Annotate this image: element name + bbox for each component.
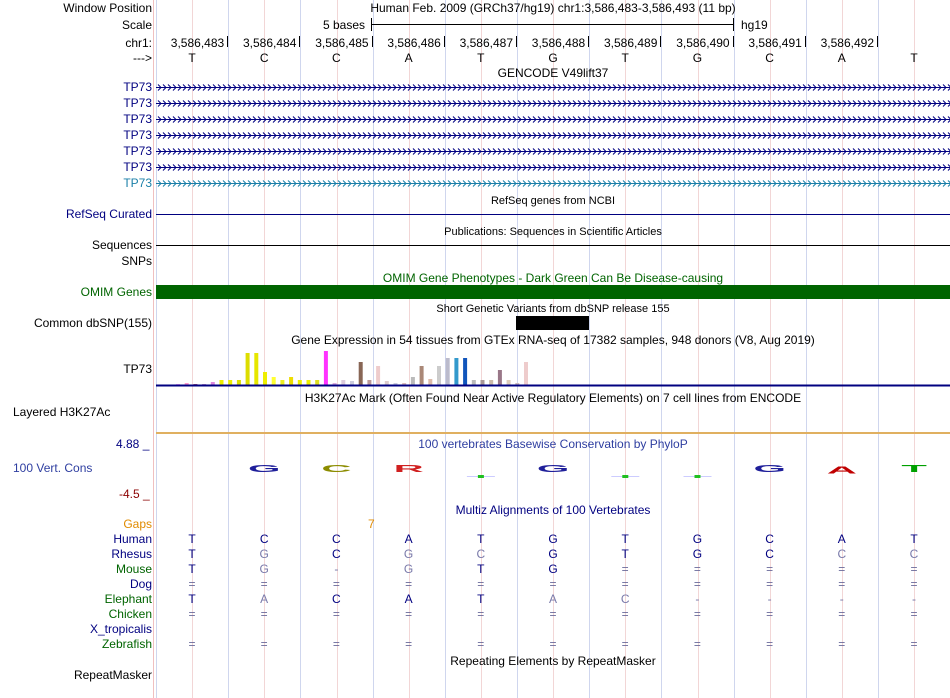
gtex-tissue-bar [385,381,389,385]
gencode-transcript-label[interactable]: TP73 [123,80,152,94]
ruler-position-label: 3,586,483 [170,36,225,50]
multiz-base: - [695,592,700,606]
gencode-transcript-label[interactable]: TP73 [123,176,152,190]
omim-track-label[interactable]: OMIM Genes [80,285,152,299]
gtex-tissue-bar [489,380,493,385]
multiz-base: T [188,532,196,546]
gencode-transcript-svg [156,161,950,173]
multiz-species-label[interactable]: Chicken [108,607,152,621]
multiz-base: = [260,607,268,621]
cons-logo-mark [478,475,484,478]
multiz-base: C [332,592,341,606]
ruler-tick [444,36,445,47]
multiz-base: = [621,637,629,651]
gencode-transcript-svg [156,145,950,157]
ruler-position-label: 3,586,486 [387,36,441,50]
multiz-base: = [332,607,340,621]
multiz-base: C [765,547,774,561]
gtex-tissue-bar [228,380,232,385]
multiz-base: = [693,607,701,621]
multiz-base: - [912,592,916,606]
multiz-base: C [620,592,630,606]
multiz-base: A [404,532,413,546]
multiz-base: = [549,607,557,621]
ruler-position-label: 3,586,491 [748,36,802,50]
h3k27ac-signal-line[interactable] [156,432,950,434]
gencode-transcript-line[interactable] [156,145,950,157]
multiz-base: = [693,577,701,591]
multiz-base: T [188,547,196,561]
multiz-base: G [548,547,558,561]
gencode-transcript-svg [156,97,950,109]
gtex-tissue-bar [446,358,450,385]
gencode-track-title: GENCODE V49lift37 [497,66,609,80]
ruler-position-label: 3,586,488 [531,36,586,50]
multiz-base: = [621,607,629,621]
cons-logo-letter: R [393,463,424,475]
gencode-transcript-line[interactable] [156,97,950,109]
cons-logo-mark [695,475,701,478]
multiz-base: = [910,562,918,576]
cons-logo-mark [622,475,628,478]
multiz-base: A [260,592,269,606]
ruler-tick [227,36,228,47]
multiz-base: = [549,577,557,591]
snps-track-label[interactable]: SNPs [121,254,152,268]
multiz-base: = [332,577,340,591]
cons-logo-letter: C [321,463,352,475]
repeatmasker-track-label[interactable]: RepeatMasker [73,668,152,682]
ruler-tick [372,36,373,47]
dbsnp-track-label[interactable]: Common dbSNP(155) [33,316,152,330]
multiz-base: G [692,532,703,546]
scale-db-text: hg19 [741,18,768,32]
gtex-tissue-bar [437,366,441,385]
gtex-tissue-bar [298,380,302,385]
publications-track-title: Publications: Sequences in Scientific Articles [444,226,662,238]
refseq-track-title: RefSeq genes from NCBI [490,195,616,207]
dbsnp-track-title: Short Genetic Variants from dbSNP release 155 [436,303,670,315]
publications-track-label[interactable]: Sequences [91,238,152,252]
gaps-value: 7 [368,517,375,531]
multiz-base: = [910,637,918,651]
gencode-transcript-label[interactable]: TP73 [123,112,152,126]
ruler-tick [805,36,806,47]
gtex-tissue-bar [341,380,345,385]
gtex-tissue-bar [254,353,258,385]
multiz-base: = [766,637,774,651]
multiz-track-title: Multiz Alignments of 100 Vertebrates [455,503,651,517]
multiz-base: = [766,607,774,621]
scale-bar-right-tick [733,18,734,31]
multiz-base: = [405,577,413,591]
ruler-tick [516,36,517,47]
assembly-position-text: Human Feb. 2009 (GRCh37/hg19) chr1:3,586,483-3,586,493 (11 bp) [370,1,736,15]
gtex-tissue-bar [359,362,363,385]
scale-bar [371,24,733,25]
omim-track-title: OMIM Gene Phenotypes - Dark Green Can Be Disease-causing [382,271,724,285]
multiz-base: A [404,592,413,606]
multiz-base: G [259,562,269,576]
multiz-base: = [910,607,918,621]
gtex-tissue-bar [463,358,467,385]
multiz-base: = [693,562,701,576]
multiz-base: G [548,532,558,546]
cons-track-label[interactable]: 100 Vert. Cons [13,461,93,475]
multiz-base: T [477,562,485,576]
gtex-tissue-bar [246,353,250,385]
multiz-base: T [621,532,629,546]
multiz-species-label[interactable]: Mouse [115,562,152,576]
multiz-base: C [332,547,341,561]
multiz-base: = [621,562,629,576]
gtex-tissue-bar [237,380,241,385]
base-letter: C [332,51,341,65]
gtex-tissue-bar [454,358,458,385]
base-letter: T [477,51,485,65]
strand-label: ---> [133,51,152,65]
multiz-base: - [839,592,844,606]
ruler-position-label: 3,586,490 [676,36,730,50]
gtex-tissue-bar [324,351,328,385]
multiz-base: A [837,532,846,546]
multiz-base: = [766,577,774,591]
cons-track-title: 100 vertebrates Basewise Conservation by PhyloP [418,437,688,451]
multiz-species-label[interactable]: Zebrafish [101,637,152,651]
multiz-base: T [477,592,485,606]
cons-y-min: -4.5 _ [119,487,150,501]
ruler-position-label: 3,586,485 [315,36,369,50]
multiz-base: G [692,547,703,561]
multiz-base: T [188,562,196,576]
cons-logo-letter: G [753,463,786,475]
ruler-position-label: 3,586,487 [459,36,513,50]
gtex-tissue-bar [420,366,424,385]
multiz-base: = [838,607,846,621]
refseq-track-label[interactable]: RefSeq Curated [65,207,152,221]
multiz-base: = [621,577,629,591]
multiz-base: = [260,637,268,651]
gtex-tissue-bar [220,380,224,385]
multiz-base: = [188,577,196,591]
gencode-transcript-svg [156,177,950,189]
multiz-base: = [477,577,485,591]
window-position-label: Window Position [63,1,152,15]
multiz-base: C [837,547,847,561]
cons-logo-graph[interactable] [156,462,950,496]
ruler-tick [877,36,878,47]
multiz-base: = [477,607,485,621]
cons-logo-letter: G [536,463,570,475]
ruler-position-label: 3,586,492 [820,36,874,50]
multiz-base: C [909,547,919,561]
gencode-transcript-line[interactable] [156,161,950,173]
publications-line[interactable] [156,245,950,246]
gtex-tissue-bar [376,366,380,385]
multiz-base: = [332,637,340,651]
base-letter: T [188,51,196,65]
gencode-transcript-label[interactable]: TP73 [123,160,152,174]
gencode-transcript-label[interactable]: TP73 [123,128,152,142]
multiz-base: = [838,577,846,591]
gtex-track-title: Gene Expression in 54 tissues from GTEx RNA-seq of 17382 samples, 948 donors (V8, Aug 2019) [291,333,815,347]
multiz-base: A [548,592,557,606]
multiz-base: G [403,547,414,561]
multiz-base: = [477,637,485,651]
multiz-base: C [332,532,341,546]
scale-bar-left-tick [371,18,372,31]
base-letter: G [692,51,703,65]
base-letter: C [259,51,269,65]
multiz-base: - [767,592,772,606]
gtex-tissue-bar [272,377,276,385]
base-letter: T [910,51,918,65]
multiz-base: - [334,562,339,576]
gtex-tissue-bar [411,377,415,385]
multiz-base: C [476,547,486,561]
base-letter: A [837,51,846,65]
base-letter: C [765,51,774,65]
multiz-base: T [477,532,485,546]
gtex-tissue-bar [524,362,528,385]
dbsnp-variant[interactable] [516,316,589,330]
gtex-tissue-bar [367,380,371,385]
multiz-base: = [838,637,846,651]
multiz-species-label[interactable]: Rhesus [111,547,152,561]
ruler-position-label: 3,586,484 [243,36,297,50]
repeatmasker-track-title: Repeating Elements by RepeatMasker [450,654,656,668]
multiz-base: C [765,532,774,546]
gtex-track-label[interactable]: TP73 [123,362,152,376]
cons-logo-letter: G [248,463,281,475]
multiz-species-label[interactable]: Dog [129,577,152,591]
multiz-base: T [621,547,629,561]
multiz-species-label[interactable]: Elephant [104,592,152,606]
multiz-species-label[interactable]: X_tropicalis [89,622,152,636]
ruler-position-label: 3,586,489 [604,36,658,50]
multiz-base: = [693,637,701,651]
multiz-base: C [259,532,269,546]
refseq-gene-line[interactable] [156,214,950,215]
ruler-tick [733,36,734,47]
gencode-transcript-line[interactable] [156,113,950,125]
gencode-transcript-line[interactable] [156,177,950,189]
label-separator [153,0,154,698]
gtex-tissue-bar [315,380,319,385]
h3k27ac-track-label[interactable]: Layered H3K27Ac [13,405,111,419]
multiz-base: = [188,637,196,651]
multiz-base: = [405,607,413,621]
multiz-base: = [188,607,196,621]
ruler-tick [660,36,661,47]
gtex-tissue-bar [263,372,267,385]
multiz-species-label[interactable]: Human [113,532,152,546]
multiz-base: T [910,532,918,546]
multiz-base: T [188,592,196,606]
gtex-bar-graph[interactable] [156,347,950,389]
h3k27ac-track-title: H3K27Ac Mark (Often Found Near Active Regulatory Elements) on 7 cell lines from ENCODE [304,391,802,405]
multiz-base: = [260,577,268,591]
base-letter: A [404,51,413,65]
multiz-base: G [259,547,269,561]
base-letter: G [548,51,558,65]
multiz-base: = [766,562,774,576]
gaps-label: Gaps [123,517,152,531]
cons-y-max: 4.88 _ [116,437,150,451]
gencode-transcript-svg [156,129,950,141]
gtex-tissue-bar [498,370,502,385]
multiz-base: G [548,562,558,576]
multiz-base: G [403,562,414,576]
gtex-tissue-bar [507,380,511,385]
gencode-transcript-line[interactable] [156,129,950,141]
gencode-transcript-label[interactable]: TP73 [123,144,152,158]
multiz-base: = [838,562,846,576]
ruler-tick [299,36,300,47]
gtex-tissue-bar [350,381,354,385]
ruler-tick [588,36,589,47]
cons-logo-letter: A [826,465,857,476]
gencode-transcript-label[interactable]: TP73 [123,96,152,110]
multiz-base: = [549,637,557,651]
gtex-tissue-bar [472,380,476,385]
gencode-transcript-svg [156,81,950,93]
gtex-tissue-bar [280,380,284,385]
cons-logo-letter: T [901,463,927,475]
gtex-tissue-bar [481,380,485,385]
gencode-transcript-line[interactable] [156,81,950,93]
base-letter: T [621,51,629,65]
gtex-tissue-bar [428,379,432,385]
multiz-base: = [910,577,918,591]
chrom-label: chr1: [125,36,152,50]
gtex-tissue-bar [307,380,311,385]
omim-gene-bar[interactable] [156,285,950,299]
scale-label: Scale [121,18,152,32]
multiz-base: = [405,637,413,651]
gtex-tissue-bar [289,377,293,385]
gencode-transcript-svg [156,113,950,125]
scale-bases-text: 5 bases [323,18,366,32]
